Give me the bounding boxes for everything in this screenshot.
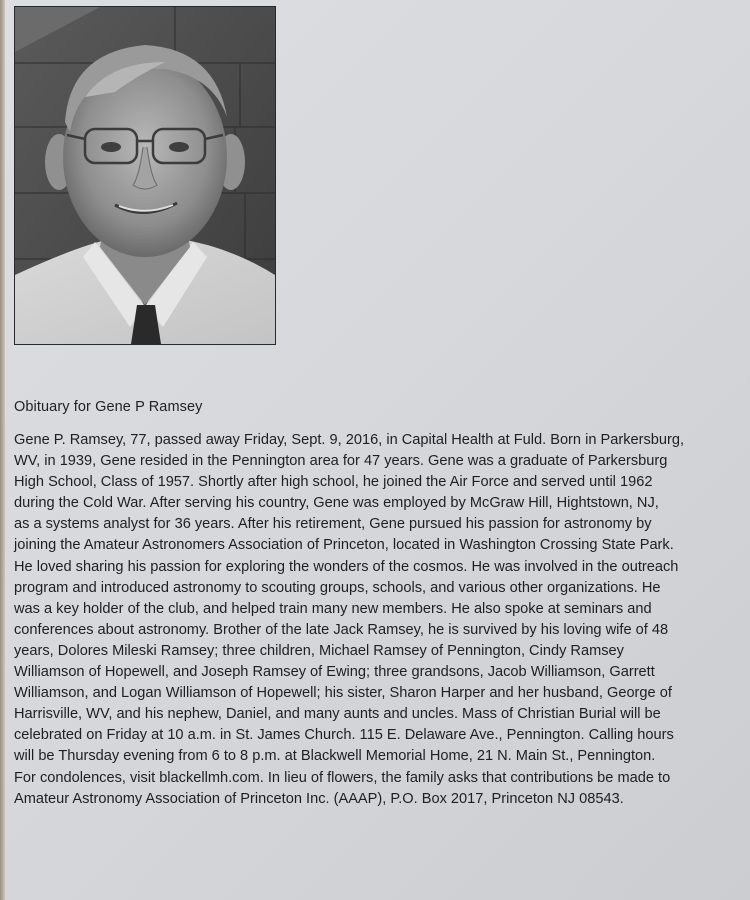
obituary-line: For condolences, visit blackellmh.com. In lieu of flowers, the family asks that contributions be made to <box>14 769 671 786</box>
obituary-line: High School, Class of 1957. Shortly after high school, he joined the Air Force and served until 1962 <box>14 474 653 491</box>
obituary-line: Williamson of Hopewell, and Joseph Ramsey of Ewing; three grandsons, Jacob Williamson, Garrett <box>14 664 655 681</box>
obituary-line: WV, in 1939, Gene resided in the Pennington area for 47 years. Gene was a graduate of Parkersburg <box>14 453 668 470</box>
obituary-line: conferences about astronomy. Brother of the late Jack Ramsey, he is survived by his loving wife of 48 <box>14 621 669 638</box>
portrait-photo <box>14 6 276 345</box>
obituary-line: joining the Amateur Astronomers Association of Princeton, located in Washington Crossing State Park. <box>14 537 674 554</box>
obituary-line: Harrisville, WV, and his nephew, Daniel, and many aunts and uncles. Mass of Christian Burial will be <box>14 706 661 723</box>
obituary-line: program and introduced astronomy to scouting groups, schools, and various other organizations. He <box>14 579 661 596</box>
obituary-line: was a key holder of the club, and helped train many new members. He also spoke at seminars and <box>14 600 652 617</box>
obituary-line: He loved sharing his passion for exploring the wonders of the cosmos. He was involved in the outreach <box>14 558 679 575</box>
obituary-line: years, Dolores Mileski Ramsey; three children, Michael Ramsey of Pennington, Cindy Ramsey <box>14 642 624 659</box>
obituary-line: as a systems analyst for 36 years. After his retirement, Gene pursued his passion for astronomy by <box>14 516 652 533</box>
paper-edge <box>0 0 5 900</box>
obituary-line: Williamson, and Logan Williamson of Hopewell; his sister, Sharon Harper and her husband, George of <box>14 685 672 702</box>
obituary-line: Amateur Astronomy Association of Princeton Inc. (AAAP), P.O. Box 2017, Princeton NJ 08543. <box>14 790 624 807</box>
obituary-line: celebrated on Friday at 10 a.m. in St. James Church. 115 E. Delaware Ave., Pennington. Calling hours <box>14 727 674 744</box>
obituary-line: will be Thursday evening from 6 to 8 p.m. at Blackwell Memorial Home, 21 N. Main St., Pennington. <box>14 748 656 765</box>
obituary-line: during the Cold War. After serving his country, Gene was employed by McGraw Hill, Hightstown, NJ, <box>14 495 659 512</box>
obituary-body <box>14 430 744 810</box>
obituary-line: Gene P. Ramsey, 77, passed away Friday, Sept. 9, 2016, in Capital Health at Fuld. Born in Parkersburg, <box>14 432 685 448</box>
obituary-title: Obituary for Gene P Ramsey <box>14 399 203 415</box>
